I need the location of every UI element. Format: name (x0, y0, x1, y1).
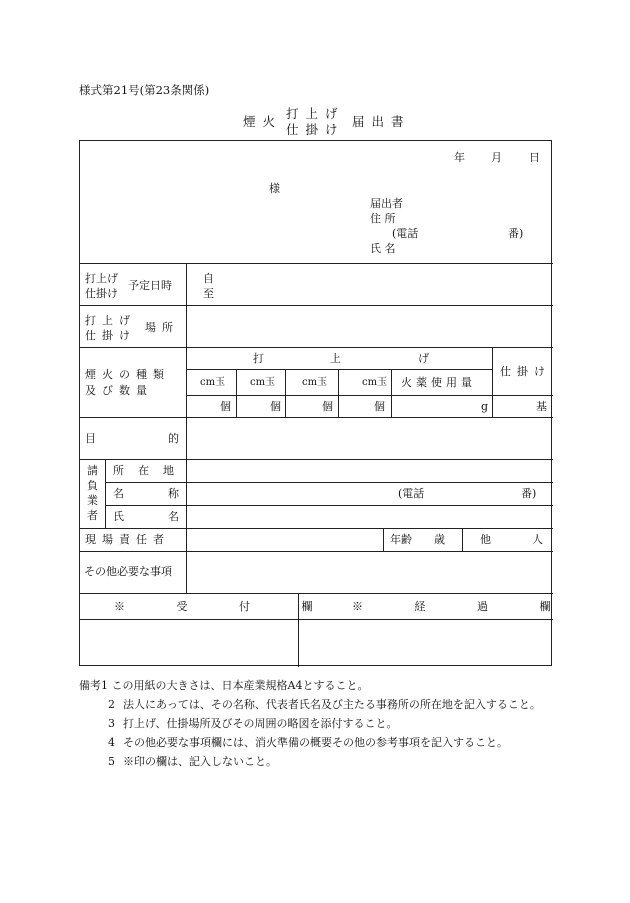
place-label-location: 場所 (145, 321, 179, 334)
remark-item (79, 733, 541, 752)
date-year-label: 年 (454, 151, 465, 164)
size-unit-4: cm玉 (362, 377, 388, 388)
remark-number: 2 (108, 698, 115, 711)
size-unit-3: cm玉 (302, 377, 328, 388)
remark-number: 5 (108, 755, 115, 768)
form-number-label: 様式第21号(第23条関係) (79, 83, 210, 97)
count-unit-1: 個 (220, 400, 231, 413)
rule-manager-bottom (80, 551, 553, 552)
place-label-shikake: 仕掛け (85, 329, 136, 342)
purpose-label-left: 目 (85, 432, 96, 445)
rule-schedule-bottom (80, 305, 553, 306)
notifier-label: 届出者 (370, 197, 403, 210)
rule-size-row (186, 395, 553, 396)
contractor-group-label-4: 者 (87, 509, 98, 522)
contractor-person-name-right: 名 (168, 510, 179, 523)
rule-shikake-col (492, 347, 493, 417)
remark-number: 3 (108, 717, 115, 730)
rule-size-col-4 (391, 369, 392, 417)
contractor-phone-close: 番) (521, 487, 537, 500)
contractor-location-label: 所在地 (113, 464, 188, 477)
addressee-suffix: 様 (269, 182, 280, 195)
schedule-from-label: 自 (203, 272, 214, 285)
place-label-uchiage: 打上げ (85, 314, 136, 327)
document-title (0, 104, 630, 138)
rule-size-col-2 (285, 369, 286, 417)
title-part-uchiage: 打上げ (286, 106, 345, 121)
title-part-shikake: 仕掛け (286, 122, 345, 137)
rule-size-col-1 (236, 369, 237, 417)
remark-item (79, 752, 541, 771)
rule-office-header (80, 619, 553, 620)
title-part-fireworks: 煙火 (243, 114, 283, 129)
rule-other-bottom (80, 593, 553, 594)
remark-text: その他必要な事項欄には、消火準備の概要その他の参考事項を記入すること。 (123, 736, 508, 749)
remark-text: この用紙の大きさは、日本産業規格A4とすること。 (111, 679, 369, 692)
age-unit: 歳 (434, 533, 445, 546)
rule-label-column-other (186, 551, 187, 593)
uchiage-header-2: 上 (330, 352, 341, 365)
contractor-group-label-2: 負 (87, 479, 98, 492)
contractor-entity-name-left: 名 (113, 487, 124, 500)
remark-item (79, 695, 541, 714)
schedule-label-uchiage: 打上げ (85, 272, 118, 285)
count-unit-3: 個 (322, 400, 333, 413)
remark-text: 法人にあっては、その名称、代表者氏名及び主たる事務所の所在地を記入すること。 (123, 698, 541, 711)
schedule-to-label: 至 (203, 287, 214, 300)
base-unit: 基 (536, 400, 547, 413)
contractor-phone-open: (電話 (398, 487, 425, 500)
reception-column-header: ※ 受 付 欄 (114, 600, 337, 613)
rule-size-col-3 (338, 369, 339, 417)
remarks-list (79, 676, 541, 771)
remark-item (79, 676, 541, 695)
name-label: 氏 名 (370, 242, 396, 255)
uchiage-header-1: 打 (253, 352, 264, 365)
rule-label-column (186, 263, 187, 551)
date-month-label: 月 (491, 151, 502, 164)
rule-contractor-group (105, 459, 106, 528)
remark-number: 備考1 (79, 679, 108, 692)
rule-fireworks-bottom (80, 417, 553, 418)
shikake-header: 仕掛け (500, 365, 551, 378)
gunpowder-header: 火薬使用量 (401, 376, 476, 389)
purpose-label-right: 的 (168, 432, 179, 445)
rule-contractor-bottom (80, 528, 553, 529)
rule-other-col (462, 528, 463, 551)
size-unit-2: cm玉 (250, 377, 276, 388)
fireworks-label-quantity: 及び数量 (85, 384, 153, 397)
rule-contractor-1 (105, 482, 553, 483)
date-day-label: 日 (529, 151, 540, 164)
rule-place-bottom (80, 347, 553, 348)
remark-item (79, 714, 541, 733)
other-people-label: 他 (480, 533, 491, 546)
uchiage-header-3: げ (418, 352, 429, 365)
remark-text: ※印の欄は、記入しないこと。 (123, 755, 277, 768)
remark-text: 打上げ、仕掛場所及びその周囲の略図を添付すること。 (123, 717, 398, 730)
address-label: 住 所 (370, 212, 396, 225)
other-matters-label: その他必要な事項 (84, 565, 172, 578)
size-unit-1: cm玉 (200, 377, 226, 388)
remark-number: 4 (108, 736, 115, 749)
rule-header-bottom (80, 263, 553, 264)
fireworks-label-type: 煙火の種類 (85, 368, 170, 381)
schedule-label-shikake: 仕掛け (85, 287, 118, 300)
count-unit-2: 個 (270, 400, 281, 413)
contractor-group-label-3: 業 (87, 494, 98, 507)
rule-uchiage-header (186, 369, 492, 370)
site-manager-label: 現場責任者 (85, 533, 170, 546)
contractor-person-name-left: 氏 (113, 510, 124, 523)
progress-column-header: ※ 経 過 欄 (352, 600, 575, 613)
gram-unit: g (481, 400, 489, 413)
count-unit-4: 個 (374, 400, 385, 413)
age-label: 年齢 (390, 533, 412, 546)
title-part-notification: 届出書 (352, 114, 411, 129)
phone-close-label: 番) (508, 227, 524, 240)
people-unit: 人 (532, 533, 543, 546)
schedule-label-datetime: 予定日時 (128, 279, 172, 292)
rule-contractor-2 (105, 505, 553, 506)
rule-purpose-bottom (80, 459, 553, 460)
contractor-group-label-1: 請 (87, 464, 98, 477)
phone-open-label: (電話 (392, 227, 419, 240)
form-table (79, 140, 575, 666)
rule-age-col (383, 528, 384, 551)
contractor-entity-name-right: 称 (168, 487, 179, 500)
